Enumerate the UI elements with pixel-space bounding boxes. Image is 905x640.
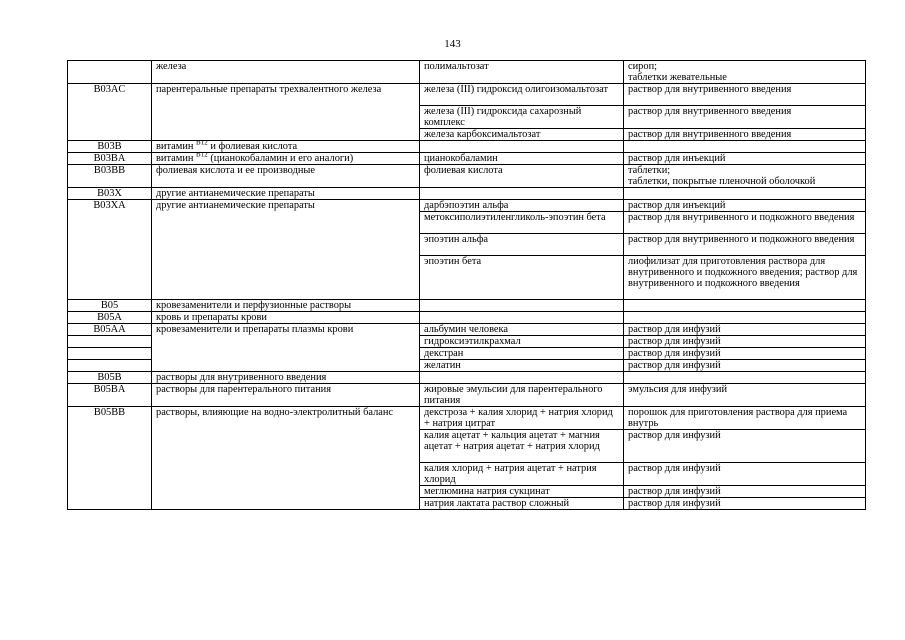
form-cell: раствор для внутривенного введения: [624, 106, 866, 129]
drug-cell: гидроксиэтилкрахмал: [420, 336, 624, 348]
drug-cell: декстран: [420, 348, 624, 360]
group-cell: железа: [152, 61, 420, 84]
table-row: [68, 407, 866, 430]
drug-cell: железа карбоксимальтозат: [420, 129, 624, 141]
form-cell: раствор для инфузий: [624, 486, 866, 498]
drug-cell: натрия лактата раствор сложный: [420, 498, 624, 510]
group-cell: растворы для парентерального питания: [152, 384, 420, 407]
form-cell: раствор для инфузий: [624, 430, 866, 463]
table-row: [68, 153, 866, 165]
table-row: [68, 188, 866, 200]
form-cell: раствор для инъекций: [624, 153, 866, 165]
table-row: [68, 200, 866, 212]
table-row: [68, 300, 866, 312]
atc-code-cell: B03AC: [68, 84, 152, 141]
group-cell: кровь и препараты крови: [152, 312, 420, 324]
drug-cell: [420, 312, 624, 324]
group-cell: парентеральные препараты трехвалентного железа: [152, 84, 420, 141]
form-cell: лиофилизат для приготовления раствора для внутривенного и подкожного введения; раствор для внутривенного и подкожного введения: [624, 256, 866, 300]
atc-code-cell: B05BB: [68, 407, 152, 510]
drug-cell: альбумин человека: [420, 324, 624, 336]
drug-cell: полимальтозат: [420, 61, 624, 84]
group-cell: [152, 153, 420, 165]
atc-code-cell: [68, 336, 152, 348]
group-text: витамин: [156, 141, 197, 152]
table-row: [68, 372, 866, 384]
drug-cell: дарбэпоэтин альфа: [420, 200, 624, 212]
drug-cell: цианокобаламин: [420, 153, 624, 165]
atc-code-cell: B03BA: [68, 153, 152, 165]
form-cell: раствор для инфузий: [624, 463, 866, 486]
form-cell: раствор для внутривенного и подкожного введения: [624, 212, 866, 234]
form-cell: раствор для инфузий: [624, 324, 866, 336]
group-cell: фолиевая кислота и ее производные: [152, 165, 420, 188]
drug-cell: эпоэтин бета: [420, 256, 624, 300]
group-cell: кровезаменители и перфузионные растворы: [152, 300, 420, 312]
table-row: [68, 324, 866, 336]
drug-cell: [420, 188, 624, 200]
form-cell: раствор для инфузий: [624, 360, 866, 372]
form-cell: раствор для инфузий: [624, 336, 866, 348]
atc-code-cell: B03B: [68, 141, 152, 153]
drug-cell: эпоэтин альфа: [420, 234, 624, 256]
atc-code-cell: B05BA: [68, 384, 152, 407]
form-cell: раствор для инфузий: [624, 348, 866, 360]
form-cell: раствор для внутривенного и подкожного введения: [624, 234, 866, 256]
drug-cell: метоксиполиэтиленгликоль-эпоэтин бета: [420, 212, 624, 234]
atc-code-cell: B05B: [68, 372, 152, 384]
drug-cell: железа (III) гидроксида сахарозный комплекс: [420, 106, 624, 129]
drug-cell: калия хлорид + натрия ацетат + натрия хлорид: [420, 463, 624, 486]
group-cell: другие антианемические препараты: [152, 188, 420, 200]
group-text: (цианокобаламин и его аналоги): [207, 153, 354, 164]
drug-cell: жировые эмульсии для парентерального питания: [420, 384, 624, 407]
atc-code-cell: B03X: [68, 188, 152, 200]
table-row: [68, 312, 866, 324]
form-cell: [624, 188, 866, 200]
drug-cell: меглюмина натрия сукцинат: [420, 486, 624, 498]
form-cell: таблетки; таблетки, покрытые пленочной оболочкой: [624, 165, 866, 188]
form-cell: сироп; таблетки жевательные: [624, 61, 866, 84]
atc-code-cell: [68, 61, 152, 84]
table-row: [68, 141, 866, 153]
drug-cell: калия ацетат + кальция ацетат + магния ацетат + натрия ацетат + натрия хлорид: [420, 430, 624, 463]
atc-code-cell: [68, 360, 152, 372]
drug-cell: декстроза + калия хлорид + натрия хлорид + натрия цитрат: [420, 407, 624, 430]
drug-cell: [420, 372, 624, 384]
form-cell: раствор для внутривенного введения: [624, 129, 866, 141]
form-cell: [624, 300, 866, 312]
atc-code-cell: B03XA: [68, 200, 152, 300]
group-text: витамин: [156, 153, 197, 164]
table-row: [68, 165, 866, 188]
table-row: [68, 384, 866, 407]
group-cell: другие антианемические препараты: [152, 200, 420, 300]
group-cell: растворы, влияющие на водно-электролитный баланс: [152, 407, 420, 510]
atc-code-cell: B03BB: [68, 165, 152, 188]
table-row: [68, 61, 866, 84]
group-text: и фолиевая кислота: [207, 141, 298, 152]
form-cell: раствор для внутривенного введения: [624, 84, 866, 106]
form-cell: [624, 141, 866, 153]
page-number: 143: [444, 38, 461, 50]
atc-code-cell: B05: [68, 300, 152, 312]
table-row: [68, 84, 866, 106]
form-cell: раствор для инъекций: [624, 200, 866, 212]
form-cell: эмульсия для инфузий: [624, 384, 866, 407]
form-cell: [624, 372, 866, 384]
atc-code-cell: B05AA: [68, 324, 152, 336]
group-cell: [152, 141, 420, 153]
drug-table: [67, 60, 866, 510]
atc-code-cell: [68, 348, 152, 360]
vitamin-subscript: B12: [196, 140, 208, 147]
atc-code-cell: B05A: [68, 312, 152, 324]
form-cell: порошок для приготовления раствора для приема внутрь: [624, 407, 866, 430]
vitamin-subscript: B12: [196, 152, 208, 159]
form-cell: [624, 312, 866, 324]
group-cell: растворы для внутривенного введения: [152, 372, 420, 384]
drug-cell: желатин: [420, 360, 624, 372]
drug-cell: [420, 141, 624, 153]
drug-cell: [420, 300, 624, 312]
group-cell: кровезаменители и препараты плазмы крови: [152, 324, 420, 372]
drug-cell: фолиевая кислота: [420, 165, 624, 188]
form-cell: раствор для инфузий: [624, 498, 866, 510]
drug-cell: железа (III) гидроксид олигоизомальтозат: [420, 84, 624, 106]
